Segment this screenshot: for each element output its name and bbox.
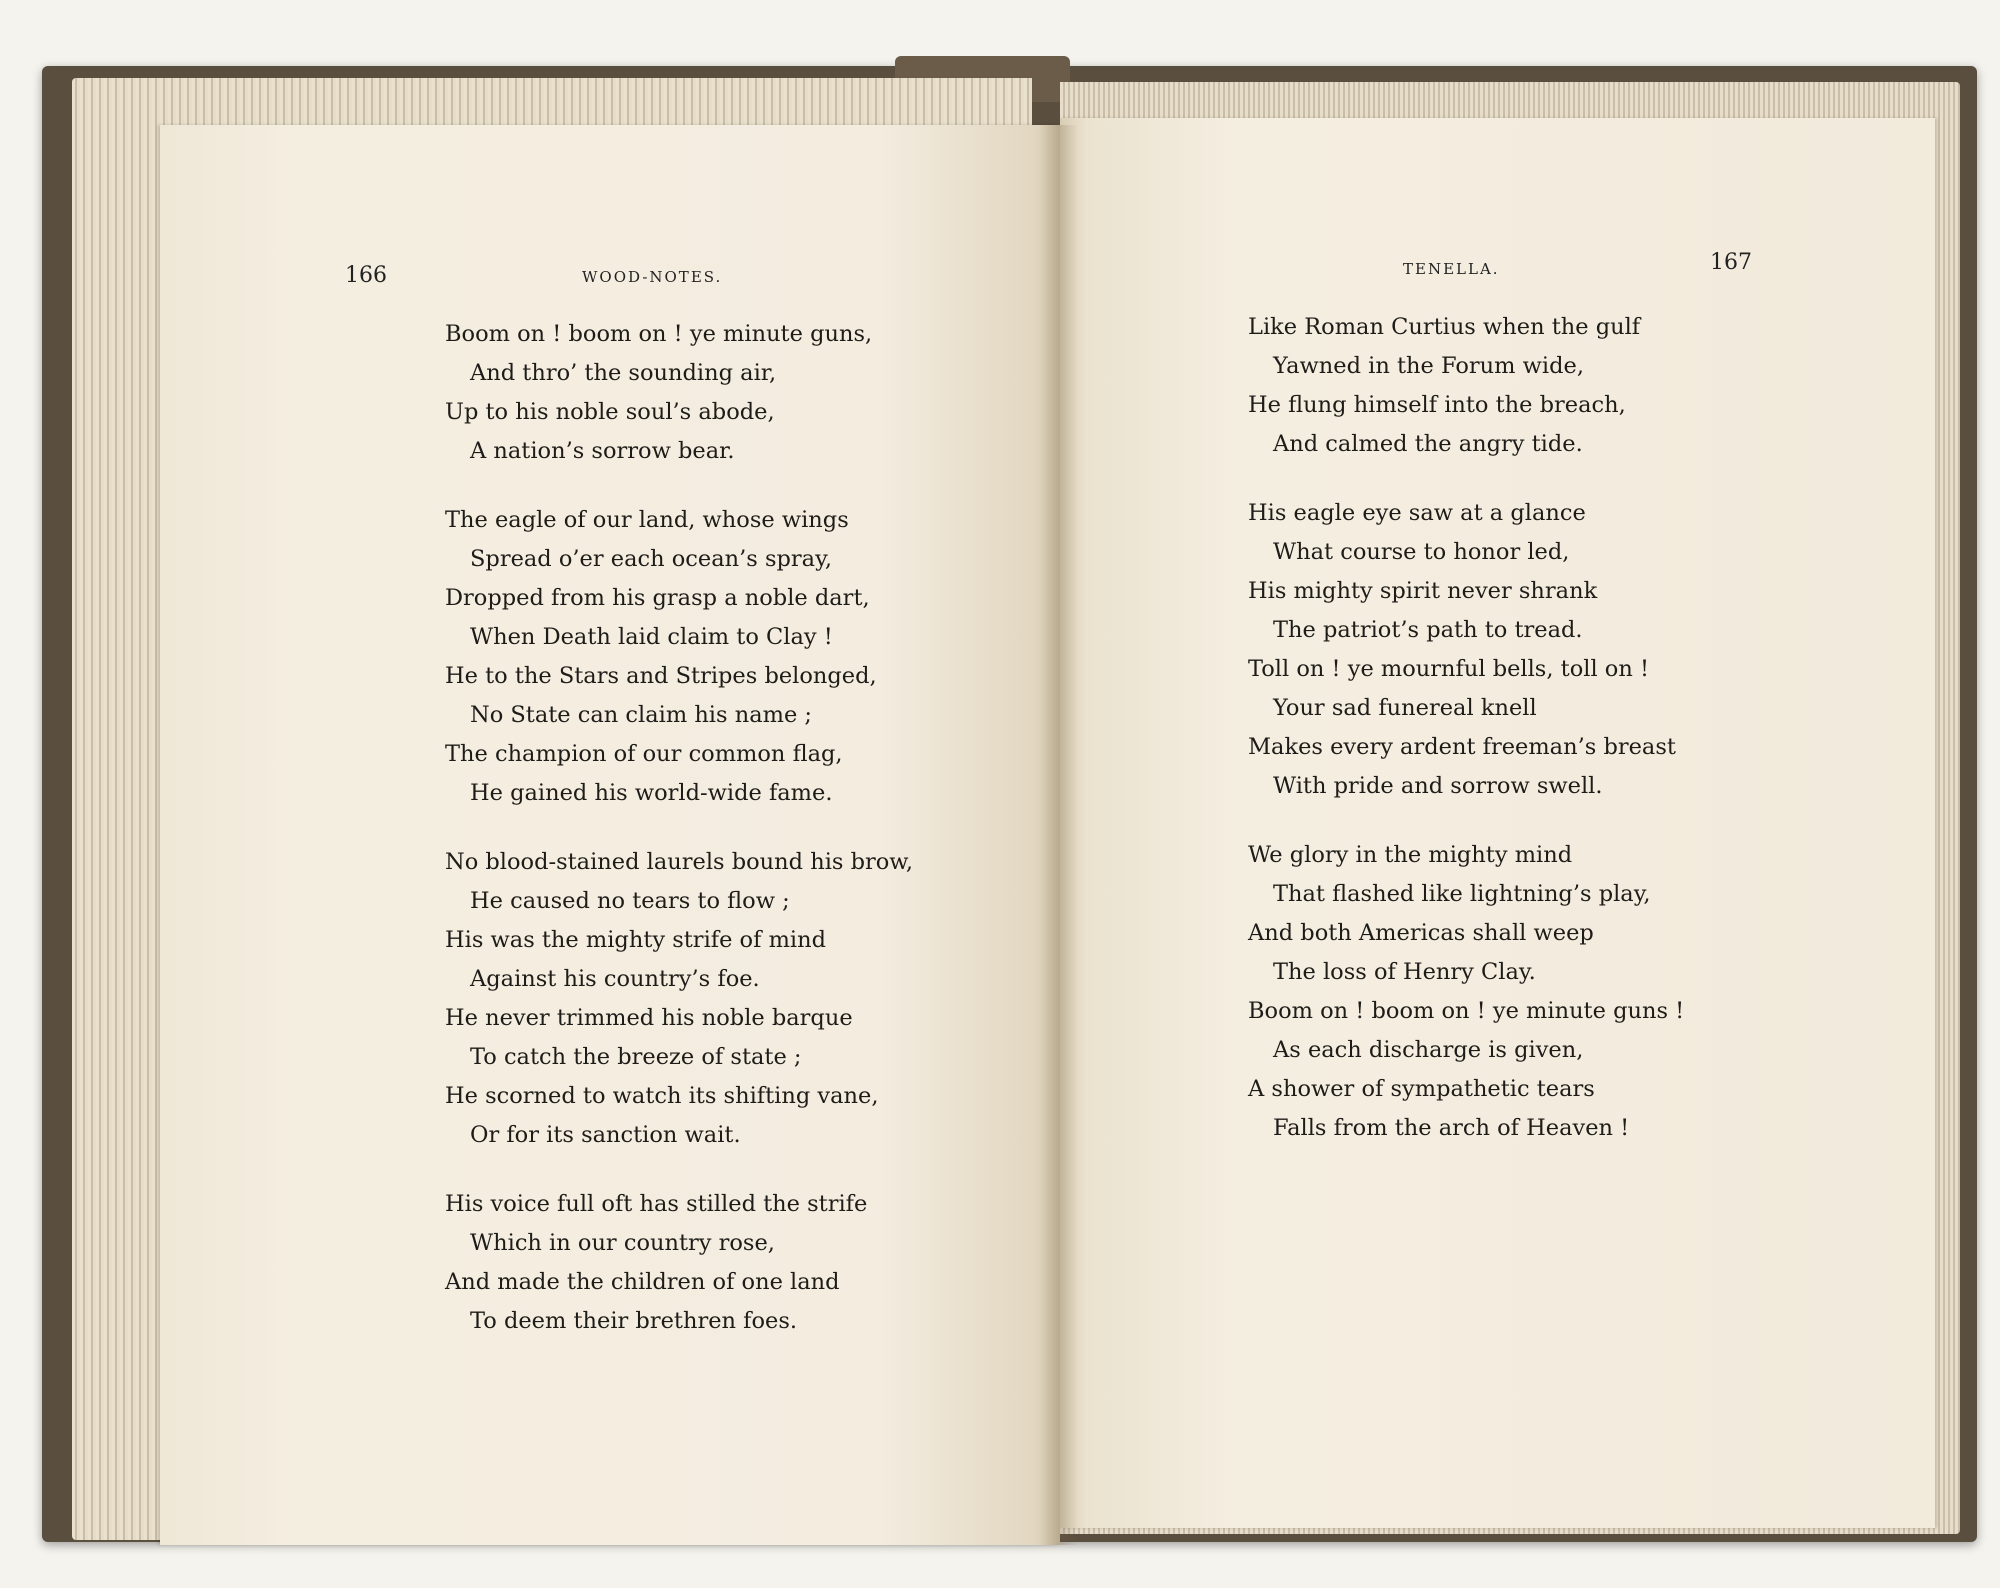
poem-line: A shower of sympathetic tears	[1248, 1076, 1595, 1102]
poem-line: Yawned in the Forum wide,	[1273, 353, 1584, 379]
poem-line: No State can claim his name ;	[470, 702, 812, 728]
stanza-break	[445, 471, 913, 501]
poem-line: Toll on ! ye mournful bells, toll on !	[1248, 656, 1650, 682]
poem-line: Falls from the arch of Heaven !	[1273, 1115, 1630, 1141]
running-head-left: WOOD-NOTES.	[582, 268, 723, 286]
poem-text-right	[1248, 308, 1684, 1148]
poem-line: He never trimmed his noble barque	[445, 1005, 853, 1031]
poem-line: Boom on ! boom on ! ye minute guns !	[1248, 998, 1685, 1024]
poem-text-left	[445, 315, 913, 1341]
left-page	[160, 125, 1060, 1545]
poem-line: Up to his noble soul’s abode,	[445, 399, 775, 425]
poem-line: The champion of our common flag,	[445, 741, 843, 767]
poem-line: He scorned to watch its shifting vane,	[445, 1083, 879, 1109]
page-number-left: 166	[345, 263, 387, 288]
poem-line: And thro’ the sounding air,	[470, 360, 777, 386]
poem-line: When Death laid claim to Clay !	[470, 624, 833, 650]
poem-line: That flashed like lightning’s play,	[1273, 881, 1651, 907]
poem-line: No blood-stained laurels bound his brow,	[445, 849, 914, 875]
stanza-break	[1248, 464, 1684, 494]
right-page	[1060, 118, 1935, 1528]
poem-line: His mighty spirit never shrank	[1248, 578, 1598, 604]
poem-line: The loss of Henry Clay.	[1273, 959, 1536, 985]
poem-line: Spread o’er each ocean’s spray,	[470, 546, 832, 572]
poem-line: To deem their brethren foes.	[470, 1308, 798, 1334]
stanza-break	[445, 1155, 913, 1185]
running-head-right: TENELLA.	[1403, 260, 1500, 278]
poem-line: And made the children of one land	[445, 1269, 840, 1295]
poem-line: His eagle eye saw at a glance	[1248, 500, 1586, 526]
poem-line: Boom on ! boom on ! ye minute guns,	[445, 321, 873, 347]
poem-line: His was the mighty strife of mind	[445, 927, 827, 953]
poem-line: Against his country’s foe.	[470, 966, 760, 992]
poem-line: He to the Stars and Stripes belonged,	[445, 663, 877, 689]
poem-line: Makes every ardent freeman’s breast	[1248, 734, 1676, 760]
poem-line: His voice full oft has stilled the strife	[445, 1191, 868, 1217]
poem-line: He flung himself into the breach,	[1248, 392, 1626, 418]
poem-line: He gained his world-wide fame.	[470, 780, 833, 806]
poem-line: What course to honor led,	[1273, 539, 1570, 565]
poem-line: To catch the breeze of state ;	[470, 1044, 802, 1070]
poem-line: A nation’s sorrow bear.	[470, 438, 735, 464]
poem-line: Like Roman Curtius when the gulf	[1248, 314, 1641, 340]
poem-line: Your sad funereal knell	[1273, 695, 1537, 721]
poem-line: The patriot’s path to tread.	[1273, 617, 1583, 643]
poem-line: He caused no tears to flow ;	[470, 888, 790, 914]
poem-line: And both Americas shall weep	[1248, 920, 1594, 946]
stanza-break	[1248, 806, 1684, 836]
poem-line: As each discharge is given,	[1273, 1037, 1584, 1063]
poem-line: Or for its sanction wait.	[470, 1122, 741, 1148]
page-number-right: 167	[1710, 250, 1752, 275]
book-gutter	[1040, 125, 1078, 1545]
poem-line: We glory in the mighty mind	[1248, 842, 1573, 868]
stanza-break	[445, 813, 913, 843]
poem-line: Which in our country rose,	[470, 1230, 775, 1256]
poem-line: And calmed the angry tide.	[1273, 431, 1583, 457]
poem-line: Dropped from his grasp a noble dart,	[445, 585, 870, 611]
poem-line: With pride and sorrow swell.	[1273, 773, 1603, 799]
poem-line: The eagle of our land, whose wings	[445, 507, 849, 533]
